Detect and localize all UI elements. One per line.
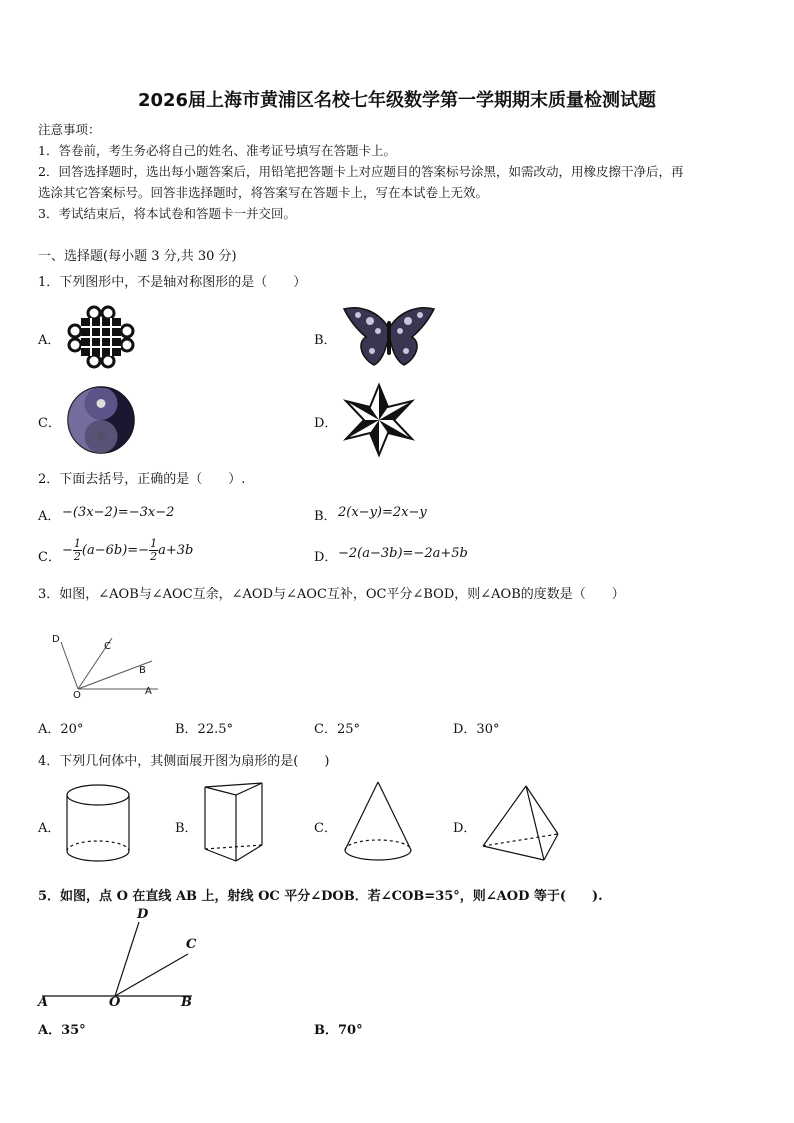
- q2-option-a-expr: −(3x−2)=−3x−2: [62, 505, 175, 520]
- triangular-prism-icon: [202, 781, 268, 867]
- q2-c-fraction-1: [73, 538, 82, 563]
- q4-option-c-label: C．: [314, 821, 337, 836]
- question-1-stem: 1．下列图形中，不是轴对称图形的是（ ）: [38, 275, 307, 290]
- q4-option-a-label: A．: [38, 821, 61, 836]
- q3-label-d: D: [52, 634, 60, 645]
- q2-option-d-label: D．: [314, 550, 338, 565]
- notes-heading: 注意事项：: [38, 122, 101, 137]
- cone-icon: [342, 780, 414, 866]
- q5-label-a: A: [38, 995, 49, 1010]
- q2-c-fraction-2: [149, 538, 158, 563]
- q1-option-d-label: D．: [314, 416, 338, 431]
- q5-label-b: B: [181, 995, 192, 1010]
- q2-c-mid: (a−6b)=−: [81, 543, 150, 558]
- q3-option-b: B．22.5°: [175, 722, 233, 737]
- q5-option-b: B．70°: [314, 1023, 363, 1038]
- q1-option-c-label: C．: [38, 416, 61, 431]
- q3-label-o: O: [73, 690, 81, 701]
- question-4-stem: 4．下列几何体中，其侧面展开图为扇形的是( ): [38, 754, 330, 769]
- page-title: 2026届上海市黄浦区名校七年级数学第一学期期末质量检测试题: [137, 90, 657, 111]
- q5-label-d: D: [137, 907, 149, 922]
- q2-option-a-label: A．: [38, 509, 61, 524]
- q5-line-figure: [40, 910, 200, 1006]
- q3-option-a: A．20°: [38, 722, 84, 737]
- note-1: 1．答卷前，考生务必将自己的姓名、准考证号填写在答题卡上。: [38, 143, 396, 158]
- fraction-denominator: 2: [73, 550, 81, 563]
- question-5-stem: 5．如图，点 O 在直线 AB 上，射线 OC 平分∠DOB．若∠COB=35°，则∠AOD 等于( ).: [38, 889, 603, 904]
- fraction-numerator: 1: [150, 537, 158, 550]
- q2-option-c-label: C．: [38, 550, 61, 565]
- q1-option-b-label: B．: [314, 333, 337, 348]
- yin-yang-icon: [66, 385, 136, 455]
- fraction-denominator: 2: [150, 550, 158, 563]
- question-3-stem: 3．如图，∠AOB与∠AOC互余，∠AOD与∠AOC互补，OC平分∠BOD，则∠AOB的度数是（ ）: [38, 587, 625, 602]
- q4-option-d-label: D．: [453, 821, 477, 836]
- butterfly-icon: [342, 303, 436, 369]
- q2-option-c-expr: [62, 538, 193, 563]
- q2-c-pre: −: [62, 543, 73, 558]
- q4-option-b-label: B．: [175, 821, 198, 836]
- q2-option-b-expr: 2(x−y)=2x−y: [338, 505, 427, 520]
- note-3: 3．考试结束后，将本试卷和答题卡一并交回。: [38, 206, 296, 221]
- q3-label-c: C: [104, 641, 111, 652]
- q3-option-c: C．25°: [314, 722, 360, 737]
- q1-option-a-label: A．: [38, 333, 61, 348]
- q3-label-a: A: [145, 686, 152, 697]
- tetrahedron-icon: [480, 784, 562, 864]
- star-pinwheel-icon: [342, 383, 416, 457]
- q5-option-a: A．35°: [38, 1023, 86, 1038]
- question-2-stem: 2．下面去括号，正确的是（ ）.: [38, 472, 246, 487]
- q5-label-c: C: [186, 937, 197, 952]
- section-heading: 一、选择题(每小题 3 分,共 30 分): [38, 249, 237, 264]
- cylinder-icon: [64, 783, 132, 863]
- q2-option-d-expr: −2(a−3b)=−2a+5b: [338, 546, 468, 561]
- q3-label-b: B: [139, 665, 146, 676]
- note-2-line-1: 2．回答选择题时，选出每小题答案后，用铅笔把答题卡上对应题目的答案标号涂黑，如需改动，用橡皮擦干净后，再: [38, 164, 684, 179]
- q2-c-post: a+3b: [158, 543, 194, 558]
- q5-label-o: O: [109, 995, 121, 1010]
- q3-option-d: D．30°: [453, 722, 500, 737]
- note-2-line-2: 选涂其它答案标号。回答非选择题时，将答案写在答题卡上，写在本试卷上无效。: [38, 185, 489, 200]
- chinese-knot-icon: [66, 303, 136, 371]
- q2-option-b-label: B．: [314, 509, 337, 524]
- fraction-numerator: 1: [73, 537, 81, 550]
